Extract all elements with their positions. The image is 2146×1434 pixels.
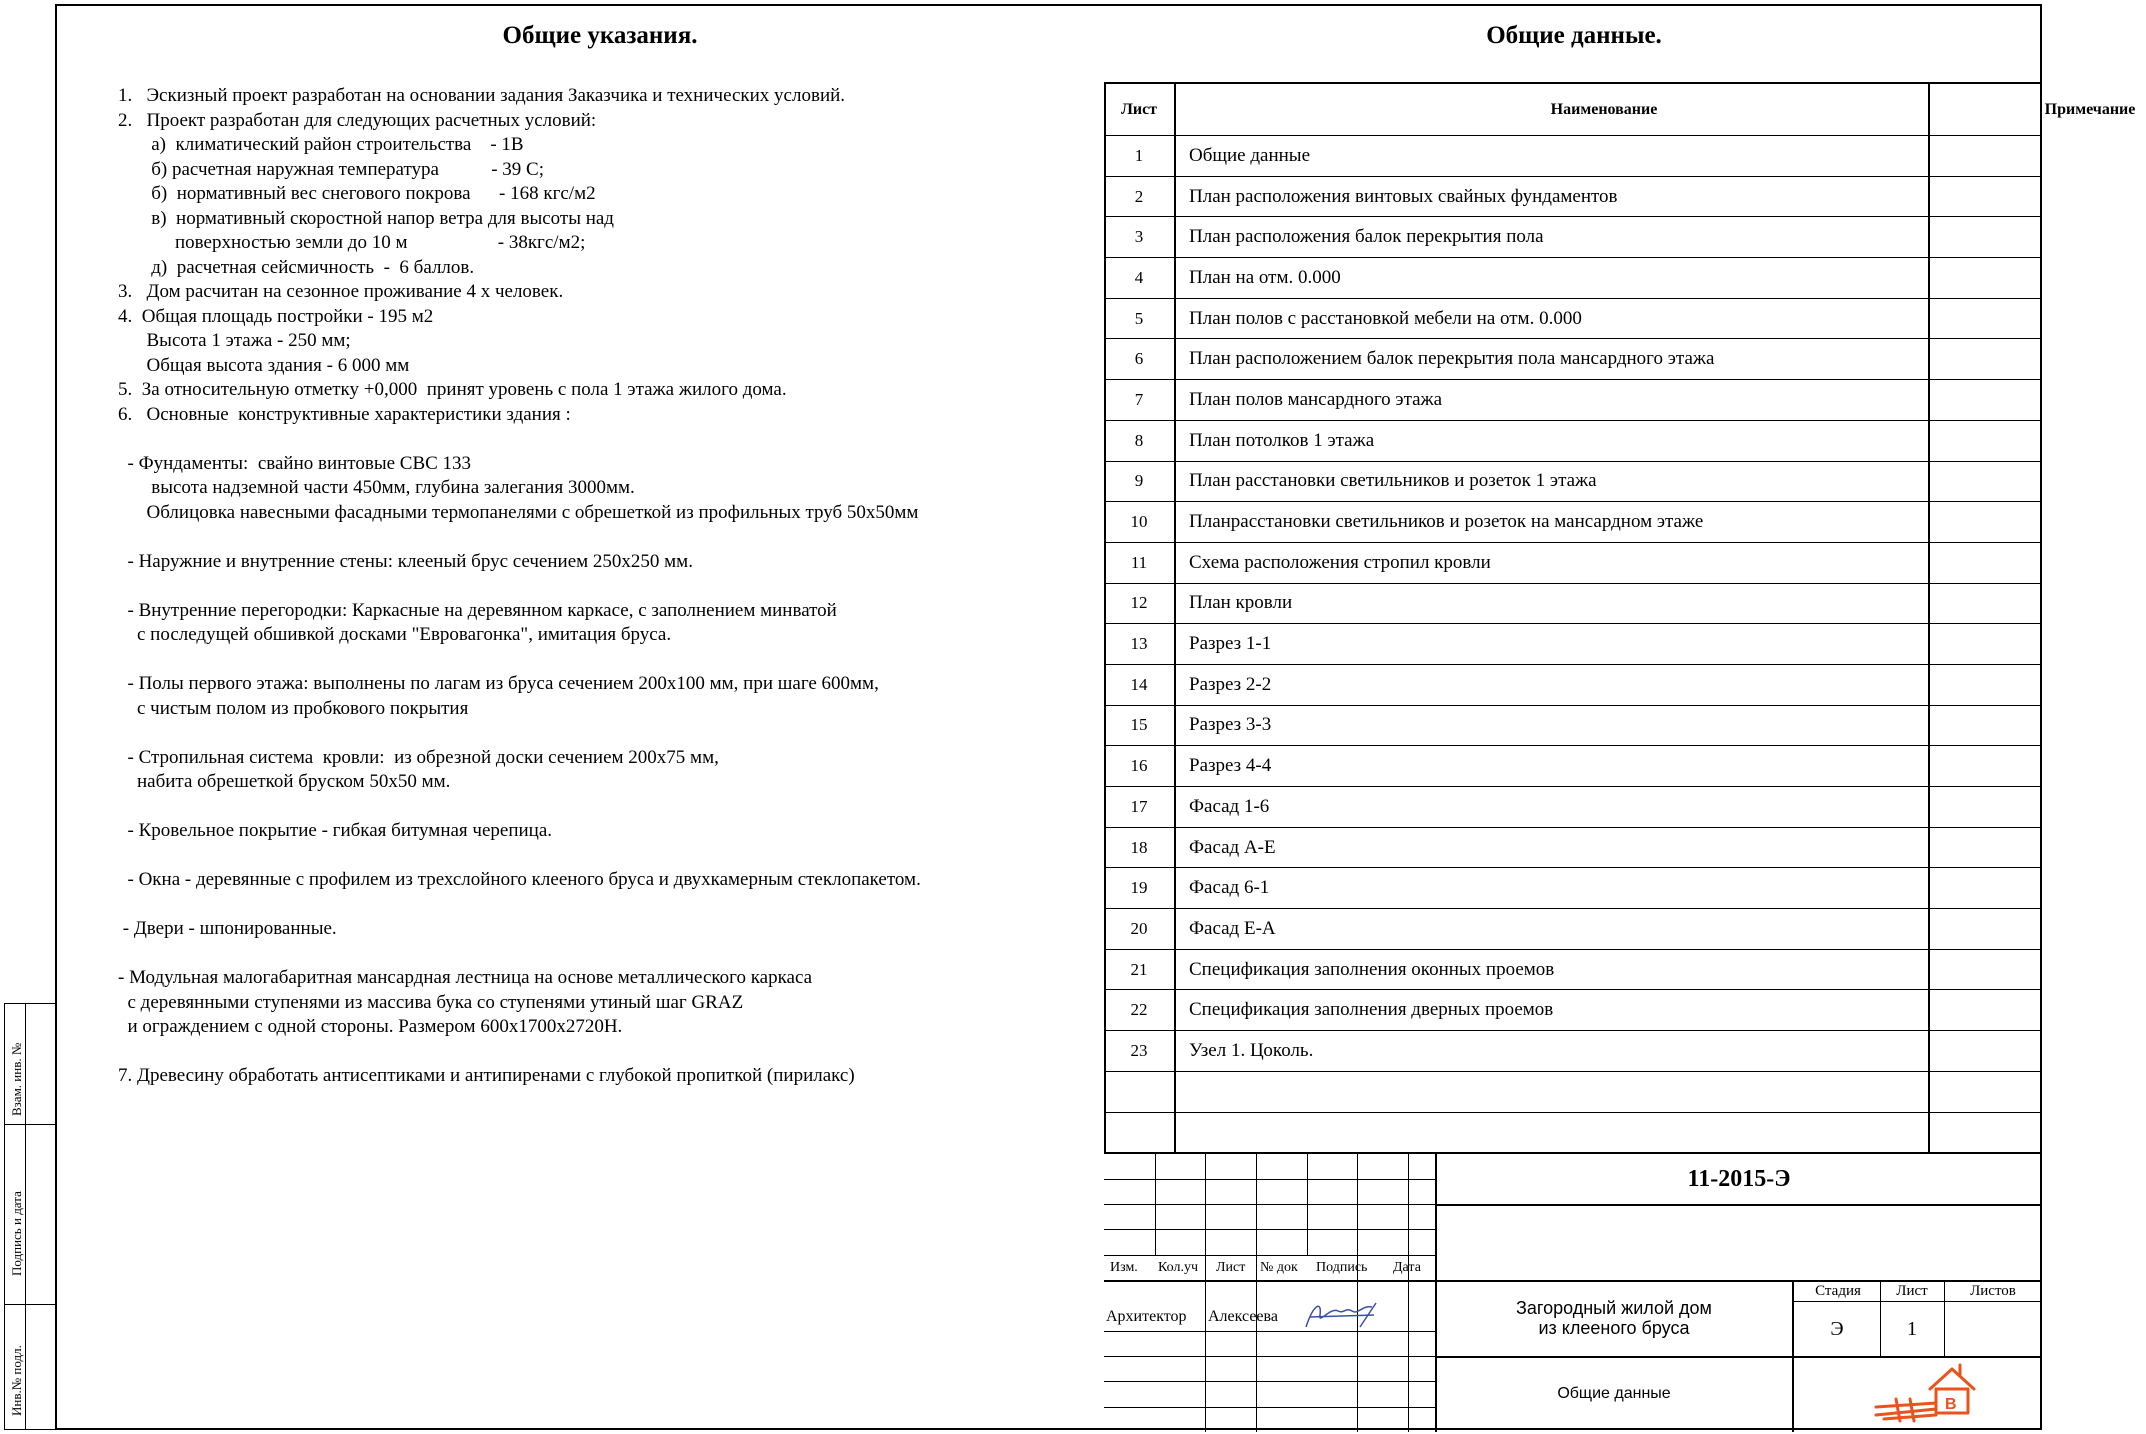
sheet-title: План полов мансардного этажа <box>1189 388 1443 410</box>
note-line: набита обрешеткой бруском 50х50 мм. <box>118 771 451 792</box>
sheet-title: Разрез 2-2 <box>1189 673 1272 695</box>
note-line: - Наружние и внутренние стены: клееный брус сечением 250х250 мм. <box>118 550 693 572</box>
sheet-number: 16 <box>1130 756 1148 776</box>
note-line: 1. Эскизный проект разработан на основании задания Заказчика и технических условий. <box>118 85 846 106</box>
note-line <box>118 844 1078 869</box>
project-title-line2: из клееного бруса <box>1538 1318 1690 1338</box>
note-line: поверхностью земли до 10 м - 38кгс/м2; <box>118 232 586 253</box>
sheet-number: 22 <box>1130 1000 1148 1020</box>
col-list: Лист <box>1216 1260 1246 1275</box>
table-row <box>1104 868 2042 909</box>
sheet-title: План полов с расстановкой мебели на отм. 0.000 <box>1189 307 1582 329</box>
note-line <box>118 721 1078 746</box>
note-line <box>118 893 1078 918</box>
note-line <box>118 574 1078 599</box>
table-header <box>1104 82 2136 136</box>
table-row <box>1104 502 2042 543</box>
note-line: 2. Проект разработан для следующих расчетных условий: <box>118 109 597 131</box>
note-line <box>118 427 1078 452</box>
left-heading: Общие указания. <box>502 22 698 49</box>
sheet-number: 10 <box>1130 512 1148 532</box>
note-line <box>118 648 1078 673</box>
sheet-number: 1 <box>1134 145 1144 165</box>
table-row <box>1104 624 2042 665</box>
sheet-title: Фасад А-Е <box>1189 836 1276 858</box>
sheet-title: Разрез 1-1 <box>1189 633 1272 655</box>
right-heading: Общие данные. <box>1486 22 1662 49</box>
table-row <box>1104 1113 2042 1154</box>
table-row <box>1104 421 2042 462</box>
note-line: в) нормативный скоростной напор ветра для высоты над <box>118 207 614 229</box>
signature-icon <box>1300 1297 1380 1337</box>
header-sheet: Лист <box>1120 100 1158 118</box>
table-row <box>1104 1031 2042 1072</box>
sheet-number: 3 <box>1134 227 1144 247</box>
sheet-number: 15 <box>1130 715 1148 735</box>
sheet-title: Планрасстановки светильников и розеток на мансардном этаже <box>1189 511 1704 533</box>
side-label-mid: Подпись и дата <box>9 1191 24 1276</box>
sheet-title: Фасад 1-6 <box>1189 795 1270 817</box>
sheet-title: Общие данные <box>1189 144 1311 166</box>
table-row <box>1104 990 2042 1031</box>
note-line: 3. Дом расчитан на сезонное проживание 4 х человек. <box>118 281 564 302</box>
note-line <box>118 942 1078 967</box>
note-line: - Фундаменты: свайно винтовые СВС 133 <box>118 452 472 474</box>
col-date: Дата <box>1393 1260 1421 1275</box>
table-row <box>1104 706 2042 747</box>
svg-text:B: B <box>1945 1396 1957 1413</box>
note-line: Облицовка навесными фасадными термопанелями с обрешеткой из профильных труб 50х50мм <box>118 501 919 523</box>
sheet-number: 5 <box>1134 308 1144 328</box>
note-line: - Кровельное покрытие - гибкая битумная черепица. <box>118 820 553 841</box>
side-strip <box>4 1003 55 1430</box>
sheet-title: План на отм. 0.000 <box>1189 266 1341 288</box>
table-row <box>1104 217 2042 258</box>
table-row <box>1104 339 2042 380</box>
sheet-number: 19 <box>1130 878 1148 898</box>
table-row <box>1104 665 2042 706</box>
sheet-number: 20 <box>1130 918 1148 938</box>
stage-value: Э <box>1830 1318 1844 1340</box>
col-kol-uch: Кол.уч <box>1158 1260 1198 1275</box>
sheet-title: План расположения балок перекрытия пола <box>1189 226 1544 248</box>
col-signature: Подпись <box>1316 1260 1368 1275</box>
sheet-number: 11 <box>1130 552 1148 572</box>
note-line <box>118 525 1078 550</box>
sheet-number: 4 <box>1134 267 1144 287</box>
sheet-title: Фасад Е-А <box>1189 917 1276 939</box>
sheet-title <box>1174 1072 2034 1112</box>
table-row <box>1104 1072 2042 1113</box>
note-line: 6. Основные конструктивные характеристики здания : <box>118 403 571 425</box>
table-row <box>1104 462 2042 503</box>
sheet-number: 23 <box>1130 1040 1148 1060</box>
note-line <box>118 1040 1078 1065</box>
note-line: и ограждением с одной стороны. Размером 600х1700х2720Н. <box>118 1016 623 1037</box>
sheets-label: Листов <box>1970 1283 2016 1299</box>
note-line: - Внутренние перегородки: Каркасные на деревянном каркасе, с заполнением минватой <box>118 599 837 621</box>
table-row <box>1104 380 2042 421</box>
sheet-title: Спецификация заполнения оконных проемов <box>1189 958 1555 980</box>
table-row <box>1104 828 2042 869</box>
table-row <box>1104 543 2042 584</box>
table-row <box>1104 787 2042 828</box>
sheet-title: Разрез 4-4 <box>1189 755 1272 777</box>
header-name: Наименование <box>1550 100 1658 118</box>
title-block <box>1104 1152 2042 1430</box>
sheet-number: 6 <box>1134 349 1144 369</box>
note-line: с деревянными ступенями из массива бука со ступенями утиный шаг GRAZ <box>118 991 744 1013</box>
note-line: с чистым полом из пробкового покрытия <box>118 697 469 719</box>
sheet-value: 1 <box>1907 1318 1917 1340</box>
note-line: с последущей обшивкой досками "Евровагонка", имитация бруса. <box>118 624 672 645</box>
sheet-number: 18 <box>1130 837 1148 857</box>
table-row <box>1104 950 2042 991</box>
sheet-title <box>1174 1113 2034 1154</box>
sheet-number: 17 <box>1130 796 1148 816</box>
sheet-title: План расстановки светильников и розеток 1 этажа <box>1189 470 1597 492</box>
note-line: 4. Общая площадь постройки - 195 м2 <box>118 305 434 327</box>
sheet-number: 14 <box>1130 674 1148 694</box>
side-label-top: Взам. инв. № <box>9 1042 24 1116</box>
sheet-title: Разрез 3-3 <box>1189 714 1272 736</box>
sheet-label: Лист <box>1896 1283 1928 1299</box>
table-row <box>1104 909 2042 950</box>
note-line: - Окна - деревянные с профилем из трехслойного клееного бруса и двухкамерным стеклопакетом. <box>118 869 921 890</box>
table-row <box>1104 258 2042 299</box>
project-title <box>1436 1280 1792 1356</box>
sheet-number: 2 <box>1134 186 1144 206</box>
person-name: Алексеева <box>1208 1308 1278 1325</box>
sheet-title: Фасад 6-1 <box>1189 877 1270 899</box>
note-line <box>118 795 1078 820</box>
table-row <box>1104 584 2042 625</box>
sheet-number: 12 <box>1130 593 1148 613</box>
note-line: - Модульная малогабаритная мансардная лестница на основе металлического каркаса <box>118 967 813 988</box>
note-line: б) нормативный вес снегового покрова - 168 кгс/м2 <box>118 183 596 204</box>
note-line: - Двери - шпонированные. <box>118 918 337 939</box>
note-line: б) расчетная наружная температура - 39 С; <box>118 158 544 180</box>
document-code: 11-2015-Э <box>1687 1165 1791 1192</box>
header-note: Примечание <box>2044 100 2136 118</box>
sheet-title: Схема расположения стропил кровли <box>1189 551 1491 573</box>
table-row <box>1104 136 2042 177</box>
note-line: Высота 1 этажа - 250 мм; <box>118 330 351 351</box>
sheet-title: План расположением балок перекрытия пола мансардного этажа <box>1189 348 1715 370</box>
note-line: 5. За относительную отметку +0,000 принят уровень с пола 1 этажа жилого дома. <box>118 379 787 400</box>
sheet-list-table <box>1104 82 2136 1153</box>
house-logo-icon <box>1870 1359 2010 1429</box>
sheet-number: 9 <box>1134 471 1144 491</box>
sheet-number: 8 <box>1134 430 1144 450</box>
sheet-number <box>1104 1072 1174 1112</box>
table-row <box>1104 746 2042 787</box>
sheet-number: 13 <box>1130 634 1148 654</box>
sheet-title: План кровли <box>1189 592 1293 614</box>
sheet-name: Общие данные <box>1557 1385 1671 1402</box>
sheet-number <box>1104 1113 1174 1154</box>
sheet-number: 7 <box>1134 389 1144 409</box>
col-izm: Изм. <box>1110 1260 1138 1275</box>
sheet-number: 21 <box>1130 959 1148 979</box>
side-label-bottom: Инв.№ подл. <box>9 1345 24 1416</box>
note-line: - Полы первого этажа: выполнены по лагам из бруса сечением 200х100 мм, при шаге 600мм, <box>118 673 879 694</box>
note-line: высота надземной части 450мм, глубина залегания 3000мм. <box>118 477 635 498</box>
note-line: а) климатический район строительства - 1В <box>118 134 524 155</box>
project-title-line1: Загородный жилой дом <box>1516 1298 1712 1318</box>
table-row <box>1104 177 2042 218</box>
sheet-title: План расположения винтовых свайных фундаментов <box>1189 185 1618 207</box>
stage-label: Стадия <box>1815 1283 1861 1299</box>
col-doc-no: № док <box>1260 1260 1298 1275</box>
role-label: Архитектор <box>1106 1308 1187 1325</box>
general-notes <box>118 84 1078 1089</box>
sheet-title: Спецификация заполнения дверных проемов <box>1189 999 1554 1021</box>
note-line: Общая высота здания - 6 000 мм <box>118 354 410 376</box>
note-line: 7. Древесину обработать антисептиками и антипиренами с глубокой пропиткой (пирилакс) <box>118 1065 855 1086</box>
note-line: д) расчетная сейсмичность - 6 баллов. <box>118 256 475 278</box>
sheet-title: План потолков 1 этажа <box>1189 429 1375 451</box>
note-line: - Стропильная система кровли: из обрезной доски сечением 200х75 мм, <box>118 746 719 768</box>
sheet-title: Узел 1. Цоколь. <box>1189 1039 1314 1061</box>
table-row <box>1104 299 2042 340</box>
